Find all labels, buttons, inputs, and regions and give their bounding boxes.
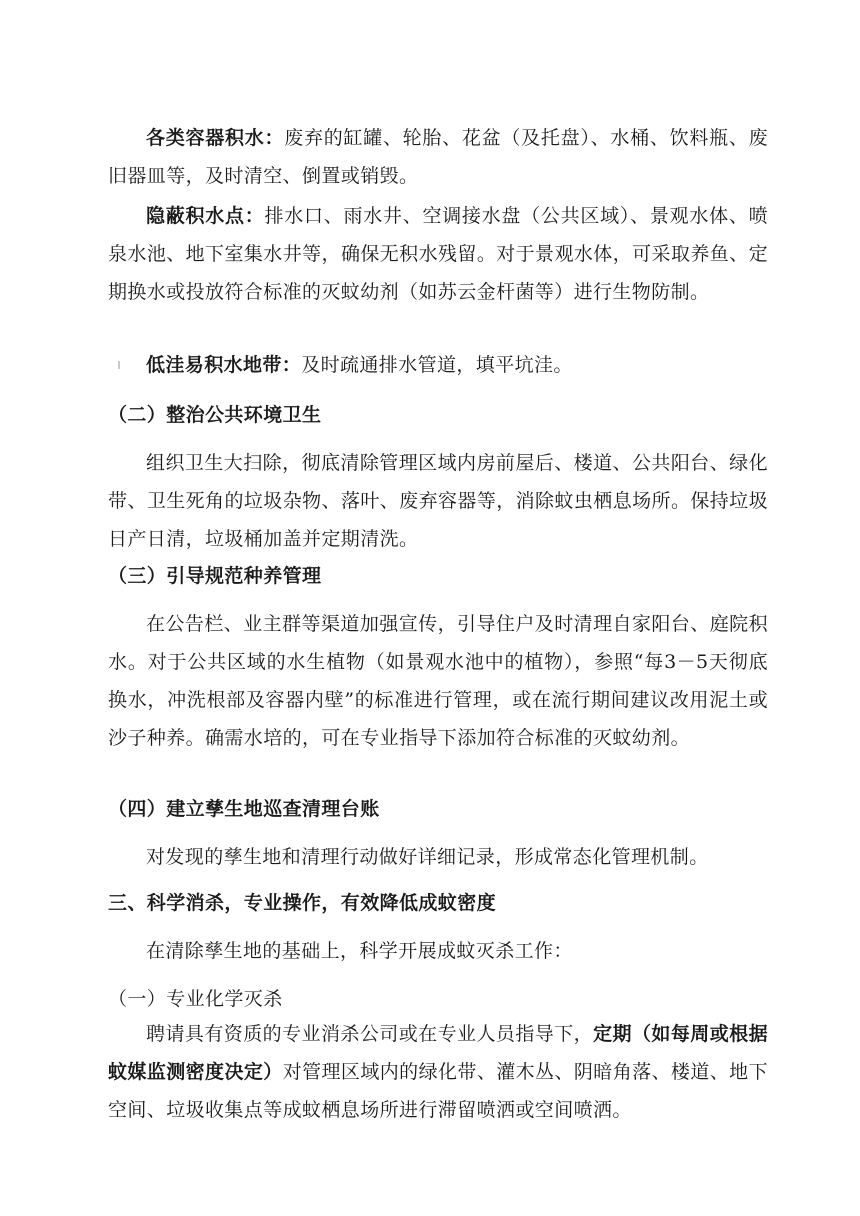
paragraph-text: 聘请具有资质的专业消杀公司或在专业人员指导下， xyxy=(146,1023,594,1045)
paragraph-cleaning: 组织卫生大扫除，彻底清除管理区域内房前屋后、楼道、公共阳台、绿化带、卫生死角的垃圾杂物、落叶、废弃容器等，消除蚊虫栖息场所。保持垃圾日产日清，垃圾桶加盖并定期清洗。 xyxy=(108,452,768,550)
paragraph-chemical-spraying xyxy=(108,1015,768,1129)
section-heading-public-hygiene: （二）整治公共环境卫生 xyxy=(108,404,322,426)
paragraph-text: 排水口、雨水井、空调接水盘（公共区域）、景观水体、喷泉水池、地下室集水井等，确保无积水残留。对于景观水体，可采取养鱼、定期换水或投放符合标准的灭蚊幼剂（如苏云金杆菌等）进行生物防制。 xyxy=(108,205,769,303)
paragraph-container-water xyxy=(108,119,768,195)
paragraph-text: 及时疏通排水管道，填平坑洼。 xyxy=(301,354,573,376)
section-heading-inspection-ledger: （四）建立孳生地巡查清理台账 xyxy=(108,798,380,820)
section-heading-chemical-control: （一）专业化学灭杀 xyxy=(108,988,283,1010)
paragraph-label: 各类容器积水： xyxy=(146,127,285,149)
paragraph-adult-mosquito-control: 在清除孳生地的基础上，科学开展成蚊灭杀工作： xyxy=(146,940,573,962)
paragraph-label: 隐蔽积水点： xyxy=(146,205,265,227)
paragraph-text: 废弃的缸罐、轮胎、花盆（及托盘）、水桶、饮料瓶、废旧器皿等，及时清空、倒置或销毁。 xyxy=(108,127,768,187)
section-heading-scientific-disinfection: 三、科学消杀，专业操作，有效降低成蚊密度 xyxy=(108,892,497,914)
paragraph-emphasis: 定期（如每周或根据蚊媒监测密度决定） xyxy=(108,1023,769,1083)
section-heading-planting-management: （三）引导规范种养管理 xyxy=(108,565,322,587)
paragraph-planting: 在公告栏、业主群等渠道加强宣传，引导住户及时清理自家阳台、庭院积水。对于公共区域的水生植物（如景观水池中的植物），参照“每3－5天彻底换水，冲洗根部及容器内壁”的标准进行管理，或在流行期间建议改用泥土或沙子种养。确需水培的，可在专业指导下添加符合标准的灭蚊幼剂。 xyxy=(108,613,768,749)
paragraph-low-lying-areas xyxy=(108,346,768,384)
paragraph-label: 低洼易积水地带： xyxy=(146,354,302,376)
paragraph-text: 对管理区域内的绿化带、灌木丛、阴暗角落、楼道、地下空间、垃圾收集点等成蚊栖息场所进行滞留喷洒或空间喷洒。 xyxy=(108,1061,768,1121)
paragraph-records: 对发现的孳生地和清理行动做好详细记录，形成常态化管理机制。 xyxy=(146,846,709,868)
paragraph-hidden-water-points xyxy=(108,197,768,311)
